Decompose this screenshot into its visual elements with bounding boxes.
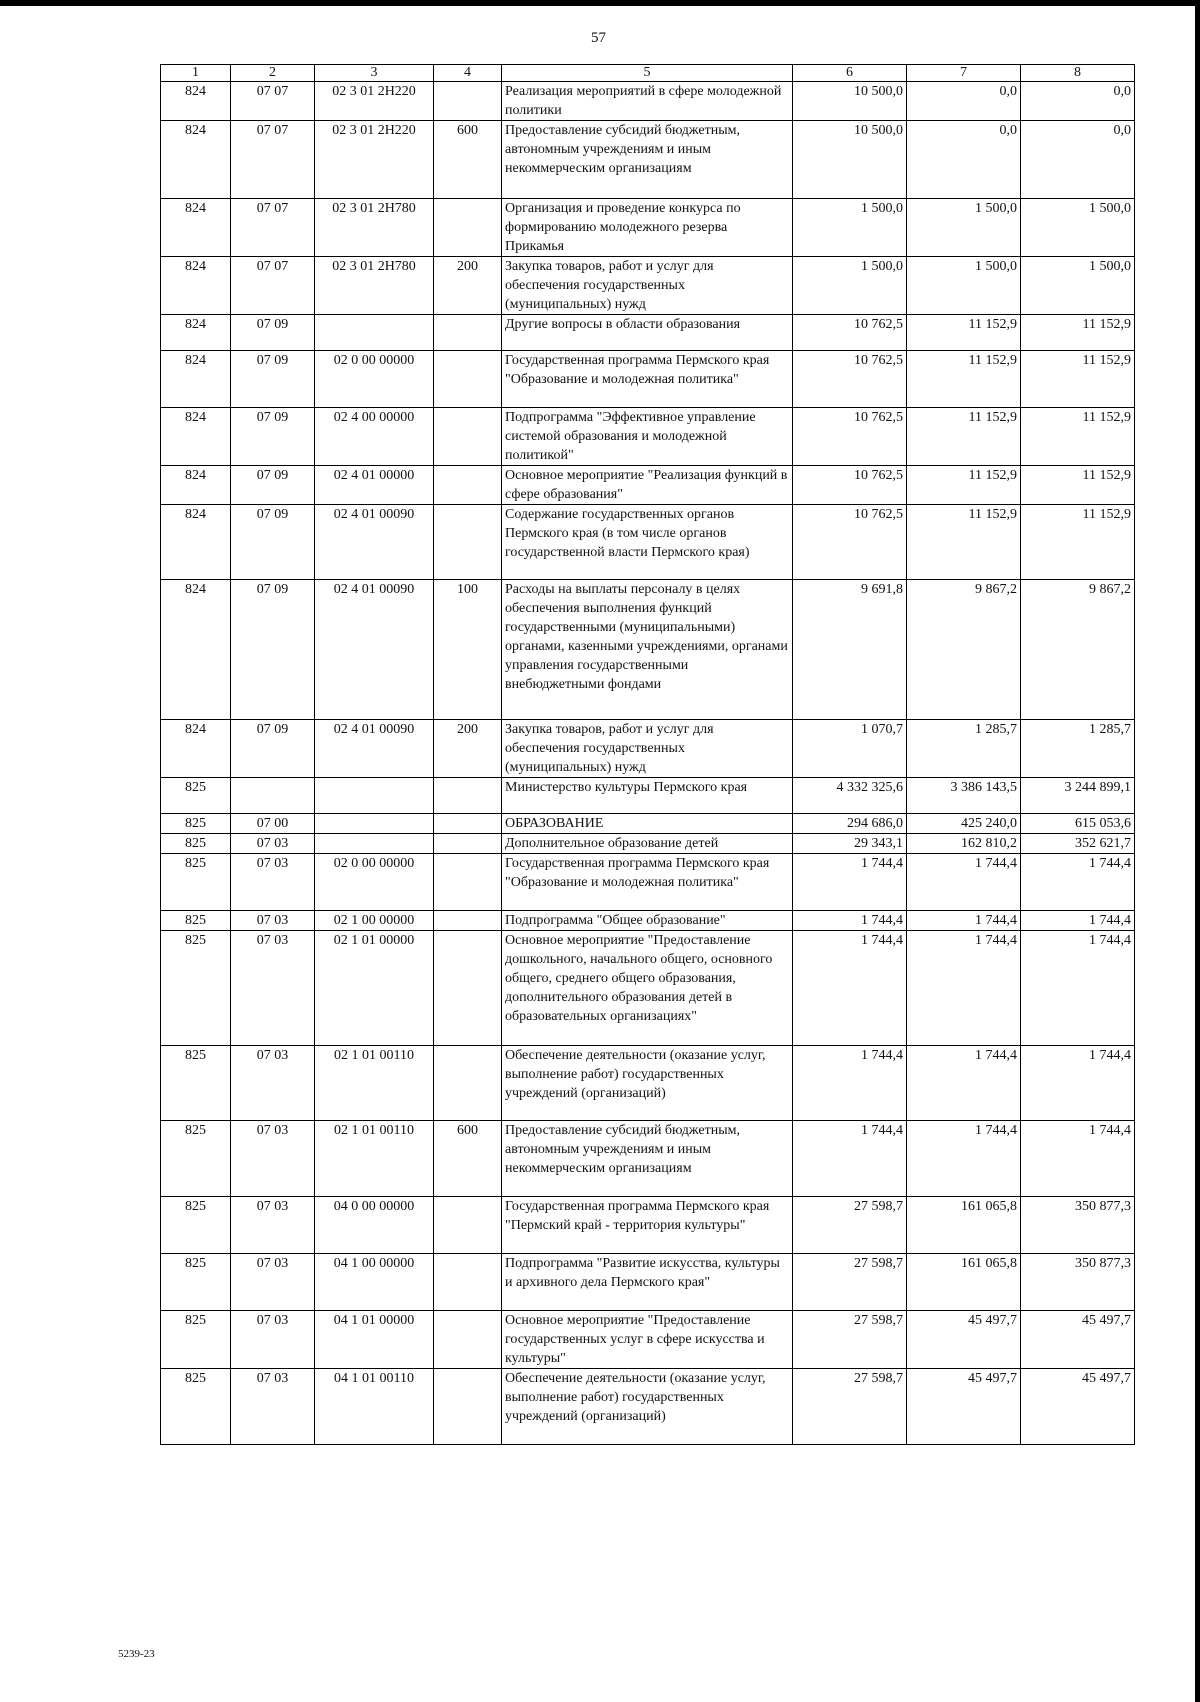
cell-expense-type — [434, 834, 502, 854]
cell-value-7: 45 497,7 — [907, 1311, 1021, 1369]
cell-expense-type — [434, 931, 502, 1046]
cell-target-code: 02 4 01 00090 — [315, 580, 434, 720]
cell-value-8: 11 152,9 — [1021, 315, 1135, 351]
cell-value-6: 10 762,5 — [793, 351, 907, 408]
cell-section-code: 07 03 — [231, 854, 315, 911]
cell-expense-type — [434, 1254, 502, 1311]
cell-value-8: 11 152,9 — [1021, 351, 1135, 408]
table-row — [161, 1311, 1135, 1369]
cell-section-code: 07 03 — [231, 911, 315, 931]
cell-target-code: 04 0 00 00000 — [315, 1197, 434, 1254]
cell-target-code: 02 0 00 00000 — [315, 351, 434, 408]
table-row — [161, 199, 1135, 257]
cell-section-code: 07 09 — [231, 466, 315, 505]
cell-value-7: 425 240,0 — [907, 814, 1021, 834]
cell-section-code: 07 03 — [231, 931, 315, 1046]
cell-value-6: 294 686,0 — [793, 814, 907, 834]
cell-value-8: 11 152,9 — [1021, 466, 1135, 505]
cell-section-code: 07 09 — [231, 720, 315, 778]
cell-target-code — [315, 814, 434, 834]
cell-ministry-code: 824 — [161, 351, 231, 408]
cell-ministry-code: 825 — [161, 1121, 231, 1197]
cell-value-6: 10 500,0 — [793, 121, 907, 199]
cell-expense-type — [434, 911, 502, 931]
table-row — [161, 720, 1135, 778]
table-row — [161, 1046, 1135, 1121]
table-row — [161, 351, 1135, 408]
cell-description: Обеспечение деятельности (оказание услуг, выполнение работ) государственных учреждений (организаций) — [502, 1046, 793, 1121]
cell-description: Реализация мероприятий в сфере молодежной политики — [502, 82, 793, 121]
cell-ministry-code: 825 — [161, 834, 231, 854]
cell-description: Государственная программа Пермского края "Пермский край - территория культуры" — [502, 1197, 793, 1254]
cell-target-code: 02 4 01 00000 — [315, 466, 434, 505]
cell-value-6: 10 762,5 — [793, 315, 907, 351]
cell-section-code: 07 03 — [231, 1254, 315, 1311]
budget-table — [160, 64, 1135, 1445]
cell-value-7: 9 867,2 — [907, 580, 1021, 720]
cell-value-6: 1 744,4 — [793, 1121, 907, 1197]
cell-target-code: 02 3 01 2Н780 — [315, 199, 434, 257]
table-row — [161, 1197, 1135, 1254]
cell-description: Закупка товаров, работ и услуг для обеспечения государственных (муниципальных) нужд — [502, 257, 793, 315]
cell-ministry-code: 824 — [161, 505, 231, 580]
cell-description: Подпрограмма "Эффективное управление системой образования и молодежной политикой" — [502, 408, 793, 466]
cell-value-7: 11 152,9 — [907, 466, 1021, 505]
cell-target-code: 04 1 01 00110 — [315, 1369, 434, 1445]
cell-value-7: 45 497,7 — [907, 1369, 1021, 1445]
cell-expense-type — [434, 466, 502, 505]
cell-expense-type — [434, 1046, 502, 1121]
table-body — [161, 82, 1135, 1445]
cell-value-6: 27 598,7 — [793, 1311, 907, 1369]
cell-value-6: 1 744,4 — [793, 911, 907, 931]
cell-target-code: 02 1 01 00110 — [315, 1046, 434, 1121]
cell-value-7: 1 500,0 — [907, 257, 1021, 315]
cell-value-8: 45 497,7 — [1021, 1369, 1135, 1445]
cell-value-6: 27 598,7 — [793, 1254, 907, 1311]
cell-section-code: 07 07 — [231, 82, 315, 121]
cell-value-8: 11 152,9 — [1021, 505, 1135, 580]
cell-expense-type — [434, 1369, 502, 1445]
document-code: 5239-23 — [118, 1648, 155, 1660]
cell-value-8: 9 867,2 — [1021, 580, 1135, 720]
cell-value-7: 3 386 143,5 — [907, 778, 1021, 814]
cell-value-8: 1 744,4 — [1021, 854, 1135, 911]
cell-value-8: 0,0 — [1021, 121, 1135, 199]
cell-target-code: 02 0 00 00000 — [315, 854, 434, 911]
cell-value-8: 1 744,4 — [1021, 1121, 1135, 1197]
table-row — [161, 854, 1135, 911]
cell-value-8: 350 877,3 — [1021, 1197, 1135, 1254]
table-row — [161, 931, 1135, 1046]
cell-value-8: 3 244 899,1 — [1021, 778, 1135, 814]
cell-section-code: 07 09 — [231, 315, 315, 351]
cell-ministry-code: 824 — [161, 257, 231, 315]
cell-ministry-code: 825 — [161, 911, 231, 931]
cell-value-7: 1 500,0 — [907, 199, 1021, 257]
cell-value-7: 0,0 — [907, 82, 1021, 121]
cell-target-code: 02 3 01 2Н220 — [315, 121, 434, 199]
cell-expense-type — [434, 1197, 502, 1254]
cell-value-8: 352 621,7 — [1021, 834, 1135, 854]
cell-expense-type — [434, 199, 502, 257]
cell-value-8: 11 152,9 — [1021, 408, 1135, 466]
cell-description: Основное мероприятие "Реализация функций в сфере образования" — [502, 466, 793, 505]
cell-target-code: 04 1 00 00000 — [315, 1254, 434, 1311]
cell-description: Подпрограмма "Развитие искусства, культуры и архивного дела Пермского края" — [502, 1254, 793, 1311]
table-row — [161, 814, 1135, 834]
header-cell: 1 — [161, 65, 231, 82]
cell-value-8: 1 285,7 — [1021, 720, 1135, 778]
header-cell: 6 — [793, 65, 907, 82]
cell-target-code: 02 4 00 00000 — [315, 408, 434, 466]
cell-section-code: 07 00 — [231, 814, 315, 834]
cell-expense-type — [434, 854, 502, 911]
cell-ministry-code: 825 — [161, 854, 231, 911]
cell-value-8: 1 500,0 — [1021, 199, 1135, 257]
scan-top-border — [0, 0, 1200, 6]
cell-value-6: 1 500,0 — [793, 257, 907, 315]
cell-description: Содержание государственных органов Пермского края (в том числе органов государственной власти Пермского края) — [502, 505, 793, 580]
cell-ministry-code: 824 — [161, 466, 231, 505]
cell-value-6: 10 762,5 — [793, 466, 907, 505]
cell-description: Предоставление субсидий бюджетным, автономным учреждениям и иным некоммерческим организациям — [502, 1121, 793, 1197]
cell-target-code — [315, 778, 434, 814]
cell-value-6: 10 762,5 — [793, 505, 907, 580]
table-row — [161, 257, 1135, 315]
cell-section-code: 07 09 — [231, 505, 315, 580]
cell-ministry-code: 825 — [161, 778, 231, 814]
cell-value-7: 1 285,7 — [907, 720, 1021, 778]
cell-expense-type: 100 — [434, 580, 502, 720]
cell-description: Предоставление субсидий бюджетным, автономным учреждениям и иным некоммерческим организациям — [502, 121, 793, 199]
cell-description: Государственная программа Пермского края "Образование и молодежная политика" — [502, 351, 793, 408]
cell-expense-type — [434, 315, 502, 351]
cell-value-8: 1 744,4 — [1021, 911, 1135, 931]
cell-description: Обеспечение деятельности (оказание услуг, выполнение работ) государственных учреждений (организаций) — [502, 1369, 793, 1445]
cell-value-6: 29 343,1 — [793, 834, 907, 854]
cell-value-6: 1 744,4 — [793, 931, 907, 1046]
cell-expense-type — [434, 814, 502, 834]
cell-value-7: 1 744,4 — [907, 931, 1021, 1046]
cell-value-6: 10 500,0 — [793, 82, 907, 121]
cell-value-8: 615 053,6 — [1021, 814, 1135, 834]
cell-description: Дополнительное образование детей — [502, 834, 793, 854]
cell-expense-type: 600 — [434, 121, 502, 199]
cell-ministry-code: 825 — [161, 1046, 231, 1121]
cell-ministry-code: 824 — [161, 408, 231, 466]
cell-ministry-code: 824 — [161, 720, 231, 778]
cell-target-code: 02 1 01 00000 — [315, 931, 434, 1046]
table-row — [161, 778, 1135, 814]
cell-expense-type — [434, 1311, 502, 1369]
cell-target-code: 02 3 01 2Н220 — [315, 82, 434, 121]
table-row — [161, 505, 1135, 580]
cell-description: Министерство культуры Пермского края — [502, 778, 793, 814]
cell-section-code: 07 09 — [231, 408, 315, 466]
cell-description: ОБРАЗОВАНИЕ — [502, 814, 793, 834]
cell-target-code: 02 1 01 00110 — [315, 1121, 434, 1197]
cell-ministry-code: 824 — [161, 580, 231, 720]
cell-ministry-code: 824 — [161, 82, 231, 121]
cell-target-code: 02 3 01 2Н780 — [315, 257, 434, 315]
cell-description: Государственная программа Пермского края "Образование и молодежная политика" — [502, 854, 793, 911]
cell-target-code — [315, 834, 434, 854]
cell-section-code: 07 07 — [231, 257, 315, 315]
cell-ministry-code: 825 — [161, 1369, 231, 1445]
cell-target-code — [315, 315, 434, 351]
cell-value-7: 1 744,4 — [907, 1046, 1021, 1121]
table-row — [161, 82, 1135, 121]
cell-description: Подпрограмма "Общее образование" — [502, 911, 793, 931]
cell-section-code — [231, 778, 315, 814]
table-row — [161, 834, 1135, 854]
cell-description: Расходы на выплаты персоналу в целях обеспечения выполнения функций государственными (муниципальными) органами, казенными учреждениями, органами управления государственными внебюджетными фондами — [502, 580, 793, 720]
header-cell: 3 — [315, 65, 434, 82]
cell-value-6: 1 744,4 — [793, 1046, 907, 1121]
cell-value-7: 161 065,8 — [907, 1254, 1021, 1311]
cell-value-8: 1 744,4 — [1021, 931, 1135, 1046]
cell-value-7: 162 810,2 — [907, 834, 1021, 854]
table-header-row — [161, 65, 1135, 82]
cell-value-6: 10 762,5 — [793, 408, 907, 466]
header-cell: 8 — [1021, 65, 1135, 82]
table-row — [161, 1369, 1135, 1445]
cell-value-6: 27 598,7 — [793, 1369, 907, 1445]
cell-description: Закупка товаров, работ и услуг для обеспечения государственных (муниципальных) нужд — [502, 720, 793, 778]
table-row — [161, 121, 1135, 199]
cell-value-7: 11 152,9 — [907, 315, 1021, 351]
cell-value-6: 27 598,7 — [793, 1197, 907, 1254]
cell-section-code: 07 03 — [231, 1369, 315, 1445]
cell-value-8: 350 877,3 — [1021, 1254, 1135, 1311]
header-cell: 4 — [434, 65, 502, 82]
cell-value-8: 1 500,0 — [1021, 257, 1135, 315]
cell-expense-type: 600 — [434, 1121, 502, 1197]
table-row — [161, 1121, 1135, 1197]
header-cell: 5 — [502, 65, 793, 82]
cell-ministry-code: 825 — [161, 931, 231, 1046]
cell-section-code: 07 07 — [231, 121, 315, 199]
cell-target-code: 02 4 01 00090 — [315, 720, 434, 778]
cell-expense-type — [434, 408, 502, 466]
cell-ministry-code: 825 — [161, 814, 231, 834]
cell-section-code: 07 03 — [231, 834, 315, 854]
cell-description: Другие вопросы в области образования — [502, 315, 793, 351]
cell-target-code: 02 4 01 00090 — [315, 505, 434, 580]
table-row — [161, 911, 1135, 931]
cell-expense-type — [434, 82, 502, 121]
cell-target-code: 02 1 00 00000 — [315, 911, 434, 931]
cell-value-7: 0,0 — [907, 121, 1021, 199]
cell-value-7: 11 152,9 — [907, 351, 1021, 408]
cell-expense-type — [434, 351, 502, 408]
cell-value-7: 1 744,4 — [907, 911, 1021, 931]
cell-section-code: 07 07 — [231, 199, 315, 257]
cell-expense-type: 200 — [434, 720, 502, 778]
cell-description: Организация и проведение конкурса по формированию молодежного резерва Прикамья — [502, 199, 793, 257]
cell-section-code: 07 09 — [231, 351, 315, 408]
cell-description: Основное мероприятие "Предоставление государственных услуг в сфере искусства и культуры" — [502, 1311, 793, 1369]
scan-right-border — [1195, 0, 1200, 1702]
cell-value-6: 1 500,0 — [793, 199, 907, 257]
cell-value-6: 1 744,4 — [793, 854, 907, 911]
cell-ministry-code: 824 — [161, 315, 231, 351]
cell-section-code: 07 03 — [231, 1197, 315, 1254]
cell-expense-type — [434, 505, 502, 580]
cell-value-8: 45 497,7 — [1021, 1311, 1135, 1369]
table-row — [161, 466, 1135, 505]
header-cell: 7 — [907, 65, 1021, 82]
cell-value-7: 11 152,9 — [907, 408, 1021, 466]
page-number: 57 — [591, 30, 606, 46]
cell-value-8: 0,0 — [1021, 82, 1135, 121]
cell-value-7: 1 744,4 — [907, 1121, 1021, 1197]
cell-ministry-code: 824 — [161, 121, 231, 199]
cell-target-code: 04 1 01 00000 — [315, 1311, 434, 1369]
cell-description: Основное мероприятие "Предоставление дошкольного, начального общего, основного общего, среднего общего образования, дополнительного образования детей в образовательных организациях" — [502, 931, 793, 1046]
cell-ministry-code: 825 — [161, 1197, 231, 1254]
table-row — [161, 408, 1135, 466]
cell-expense-type: 200 — [434, 257, 502, 315]
table-row — [161, 580, 1135, 720]
cell-ministry-code: 825 — [161, 1254, 231, 1311]
table-row — [161, 315, 1135, 351]
cell-value-7: 11 152,9 — [907, 505, 1021, 580]
cell-ministry-code: 825 — [161, 1311, 231, 1369]
cell-value-7: 161 065,8 — [907, 1197, 1021, 1254]
cell-value-7: 1 744,4 — [907, 854, 1021, 911]
cell-section-code: 07 03 — [231, 1121, 315, 1197]
header-cell: 2 — [231, 65, 315, 82]
cell-expense-type — [434, 778, 502, 814]
cell-section-code: 07 03 — [231, 1311, 315, 1369]
cell-value-6: 9 691,8 — [793, 580, 907, 720]
cell-section-code: 07 03 — [231, 1046, 315, 1121]
cell-ministry-code: 824 — [161, 199, 231, 257]
cell-value-6: 1 070,7 — [793, 720, 907, 778]
cell-section-code: 07 09 — [231, 580, 315, 720]
cell-value-6: 4 332 325,6 — [793, 778, 907, 814]
cell-value-8: 1 744,4 — [1021, 1046, 1135, 1121]
table-row — [161, 1254, 1135, 1311]
